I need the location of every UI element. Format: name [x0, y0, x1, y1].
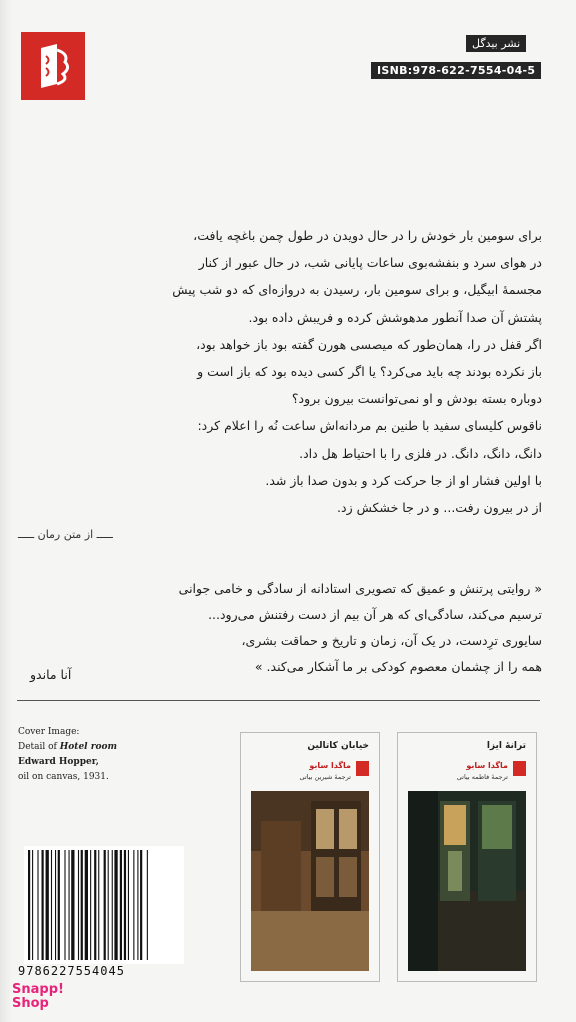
excerpt-line: دوباره بسته بودش و او نمی‌توانست بیرون برود؟ — [291, 391, 542, 407]
publisher-mini-logo-icon — [513, 761, 526, 776]
excerpt-line: ناقوس کلیسای سفید با طنین بم مردانه‌اش ساعت نُه را اعلام کرد: — [197, 418, 542, 434]
excerpt-line: مجسمهٔ ابیگیل، و برای سومین بار، رسیدن به دروازه‌ای که دو شب پیش — [172, 282, 542, 298]
publisher-name: نشر بیدگل — [466, 35, 526, 52]
barcode-number: 9786227554045 — [18, 964, 125, 978]
excerpt-line: باز نکرده بودند چه باید می‌کرد؟ یا اگر کسی دیده بود که باز است و — [197, 364, 542, 380]
watermark-line: Snapp! — [12, 982, 64, 997]
excerpt-line: با اولین فشار او از جا حرکت کرد و بدون صدا باز شد. — [265, 472, 542, 488]
excerpt-line: اگر قفل در را، همان‌طور که میصسی هورن گفته بود باز خواهد بود، — [196, 336, 542, 352]
painting-title: Hotel room — [59, 742, 117, 752]
quote-line: ترسیم می‌کند، سادگی‌ای که هر آن بیم از دست رفتنش می‌رود... — [208, 607, 542, 622]
book-icon — [35, 44, 71, 88]
painting-artist: Edward Hopper, — [18, 757, 99, 767]
book-translator: ترجمهٔ شیرین بیاتی — [299, 773, 351, 781]
book-title: ترانهٔ ایزا — [486, 741, 526, 751]
cover-credit — [18, 725, 117, 785]
store-watermark — [12, 983, 64, 1011]
barcode-bars — [28, 850, 180, 962]
cover-detail — [18, 740, 117, 755]
quote-line: « روایتی پرتنش و عمیق که تصویری استادانه از سادگی و خامی جوانی — [178, 581, 542, 596]
cover-label: Cover Image: — [18, 727, 80, 737]
book-cover-painting — [408, 791, 526, 971]
divider — [17, 700, 540, 701]
quote-line: سایوری ترِدست، در یک آن، زمان و تاریخ و حماقت بشری، — [241, 633, 542, 648]
excerpt-line: برای سومین بار خودش را در حال دویدن در طول چمن باغچه یافت، — [193, 228, 542, 243]
excerpt-line: در هوای سرد و بنفشه‌بوی ساعات پایانی شب، در حال عبور از کنار — [198, 255, 542, 271]
isbn: ISNB:978-622-7554-04-5 — [371, 62, 541, 79]
spine-shadow — [0, 0, 12, 1022]
excerpt-line: از در بیرون رفت... و در جا خشکش زد. — [337, 500, 542, 516]
related-book — [240, 732, 380, 982]
publisher-logo — [21, 32, 85, 100]
excerpt — [30, 222, 542, 521]
cover-detail-prefix: Detail of — [18, 742, 57, 752]
book-cover-painting — [251, 791, 369, 971]
excerpt-source: ـــــ از متن رمان ـــــ — [18, 528, 113, 541]
quote-author: آنا ماندو — [30, 667, 72, 682]
book-title: خیابان کاتالین — [307, 741, 369, 751]
book-author: ماگدا سابو — [466, 761, 508, 770]
excerpt-line: پشتش آن صدا آنطور مدهوشش کرده و فریبش داده بود. — [248, 309, 542, 325]
book-translator: ترجمهٔ فاطمه بیاتی — [456, 773, 508, 781]
review-quote — [22, 576, 542, 680]
barcode — [24, 846, 184, 964]
excerpt-line: دانگ، دانگ، دانگ. در فلزی را با احتیاط هل داد. — [299, 445, 542, 461]
book-author: ماگدا سابو — [309, 761, 351, 770]
watermark-line: Shop — [12, 996, 49, 1011]
painting-medium: oil on canvas, 1931. — [18, 772, 109, 782]
related-book — [397, 732, 537, 982]
publisher-mini-logo-icon — [356, 761, 369, 776]
quote-line: همه را از چشمان معصوم کودکی بر ما آشکار می‌کند. » — [254, 659, 542, 674]
